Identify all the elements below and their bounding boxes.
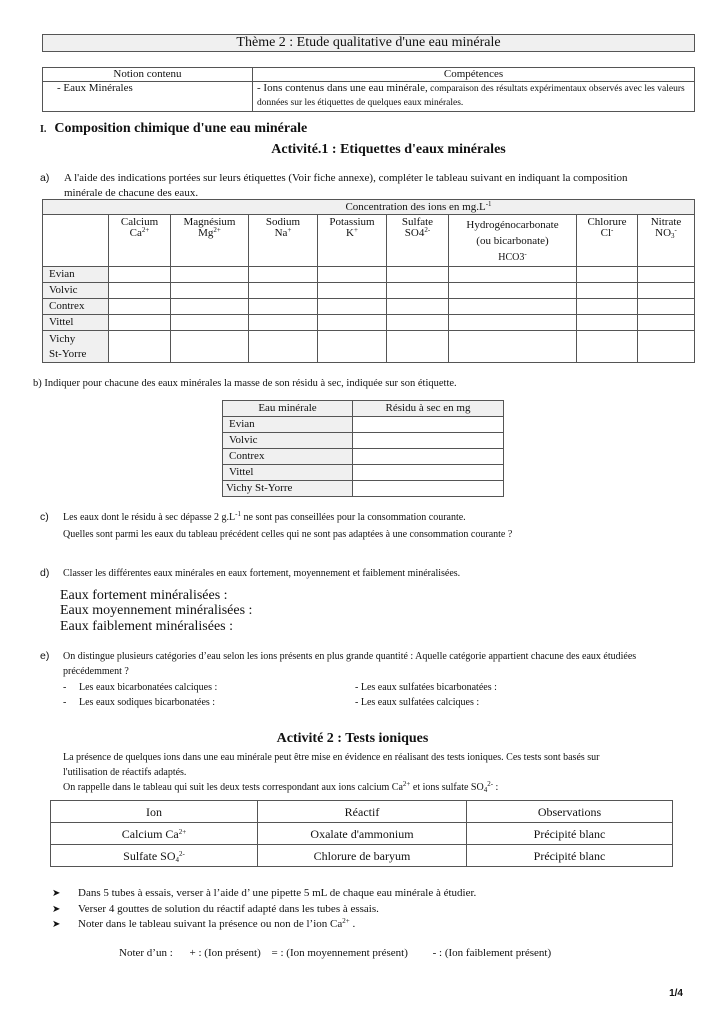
input-cell[interactable]: [109, 283, 171, 299]
table-row: [223, 417, 504, 433]
type-item: - Les eaux sulfatées bicarbonatées :: [355, 682, 497, 693]
ion-header: Potassium K+: [318, 215, 387, 267]
activity2-title: Activité 2 : Tests ioniques: [276, 731, 429, 746]
water-name: Evian: [43, 267, 109, 283]
section-number: I.: [40, 124, 47, 135]
water-name: Vittel: [223, 465, 353, 481]
table-row: [51, 823, 673, 845]
question-e-text: On distingue plusieurs catégories d’eau selon les ions présents en plus grande quantité : Aquelle catégorie appartient chacune des eaux étudiées précédemment ?: [63, 651, 637, 677]
input-cell[interactable]: [318, 283, 387, 299]
water-name: Evian: [223, 417, 353, 433]
question-b-text: b) Indiquer pour chacune des eaux minérales la masse de son résidu à sec, indiquée sur son étiquette.: [33, 378, 457, 389]
water-name: Volvic: [43, 283, 109, 299]
header-ion: Ion: [51, 801, 258, 823]
input-cell[interactable]: [249, 267, 318, 283]
input-cell[interactable]: [109, 299, 171, 315]
input-cell[interactable]: [353, 433, 504, 449]
input-cell[interactable]: [449, 331, 577, 363]
arrow-bullet-icon: ➤: [52, 919, 61, 930]
input-cell[interactable]: [171, 267, 249, 283]
notion-competences-table: [42, 67, 695, 112]
input-cell[interactable]: [638, 283, 695, 299]
input-cell[interactable]: [387, 283, 449, 299]
input-cell[interactable]: [171, 299, 249, 315]
ion-header: Chlorure Cl-: [577, 215, 638, 267]
category-medium: Eaux moyennement minéralisées :: [60, 603, 253, 618]
notion-value: - Eaux Minérales: [43, 82, 253, 112]
step-item: ➤ Noter dans le tableau suivant la présence ou non de l’ion $Ca^{2+}$ .: [52, 917, 356, 930]
input-cell[interactable]: [577, 331, 638, 363]
ion-header: Nitrate $NO_3^-$: [638, 215, 695, 267]
legend-item: - : (Ion faiblement présent): [432, 947, 552, 959]
ion-header: Magnésium $Mg^{2+}$: [171, 215, 249, 267]
question-a-label: a): [40, 172, 50, 184]
input-cell[interactable]: [577, 299, 638, 315]
input-cell[interactable]: [318, 331, 387, 363]
input-cell[interactable]: [109, 267, 171, 283]
type-item: - Les eaux sodiques bicarbonatées :: [63, 697, 216, 708]
input-cell[interactable]: [638, 331, 695, 363]
header-reactif: Réactif: [258, 801, 467, 823]
water-name: Vittel: [43, 315, 109, 331]
table-row: [43, 331, 695, 363]
step-item: ➤ Dans 5 tubes à essais, verser à l’aide d’ une pipette 5 mL de chaque eau minérale à étudier.: [52, 887, 477, 899]
input-cell[interactable]: [353, 465, 504, 481]
section-title: Composition chimique d'une eau minérale: [54, 121, 308, 136]
table-row: [43, 283, 695, 299]
input-cell[interactable]: [318, 299, 387, 315]
header-competences: Compétences: [253, 68, 695, 82]
input-cell[interactable]: [577, 283, 638, 299]
input-cell[interactable]: [449, 283, 577, 299]
competence-main: - Ions contenus dans une eau minérale,: [257, 82, 428, 94]
page-title: Thème 2 : Etude qualitative d'une eau minérale: [42, 34, 695, 52]
ion-header: Calcium $Ca^{2+}$: [109, 215, 171, 267]
type-item: - Les eaux sulfatées calciques :: [355, 697, 480, 708]
competence-detail: comparaison des résultats expérimentaux observés avec les valeurs données sur les étiquettes de quelques eaux minérales.: [257, 84, 685, 108]
tests-table: [50, 800, 673, 867]
table-row: [43, 299, 695, 315]
step-item: ➤ Verser 4 gouttes de solution du réactif adapté dans les tubes à essais.: [52, 903, 379, 915]
question-d-label: d): [40, 567, 50, 579]
header-residu: Résidu à sec en mg: [353, 401, 504, 417]
header-observations: Observations: [467, 801, 673, 823]
water-name: Volvic: [223, 433, 353, 449]
empty-corner-cell: [43, 215, 109, 267]
table-row: [43, 267, 695, 283]
category-weak: Eaux faiblement minéralisées :: [60, 619, 233, 634]
question-c-label: c): [40, 511, 49, 523]
input-cell[interactable]: [449, 299, 577, 315]
legend-item: + : (Ion présent): [189, 947, 261, 959]
input-cell[interactable]: [353, 449, 504, 465]
table-row: [223, 465, 504, 481]
arrow-bullet-icon: ➤: [52, 904, 61, 915]
arrow-bullet-icon: ➤: [52, 888, 61, 899]
question-e-label: e): [40, 650, 50, 662]
observation-cell: Précipité blanc: [467, 845, 673, 867]
ion-cell: Calcium $Ca^{2+}$: [51, 823, 258, 845]
input-cell[interactable]: [109, 331, 171, 363]
section-heading: [40, 121, 307, 137]
table-row: [43, 315, 695, 331]
input-cell[interactable]: [109, 315, 171, 331]
question-c-line2: Quelles sont parmi les eaux du tableau précédent celles qui ne sont pas adaptées à une consommation courante ?: [63, 529, 513, 540]
input-cell[interactable]: [249, 315, 318, 331]
page-number: 1/4: [669, 988, 683, 999]
reagent-cell: Chlorure de baryum: [258, 845, 467, 867]
question-c-line1: Les eaux dont le résidu à sec dépasse 2 $g.L^{-1}$ ne sont pas conseillées pour la consommation courante.: [63, 510, 466, 523]
header-notion: Notion contenu: [43, 68, 253, 82]
input-cell[interactable]: [577, 267, 638, 283]
table-row: [223, 433, 504, 449]
type-item: - Les eaux bicarbonatées calciques :: [63, 682, 218, 693]
residu-table: [222, 400, 504, 497]
input-cell[interactable]: [387, 299, 449, 315]
input-cell[interactable]: [577, 315, 638, 331]
question-a-text: A l'aide des indications portées sur leurs étiquettes (Voir fiche annexe), compléter le tableau suivant en indiquant la composition minérale de chacune des eaux.: [64, 172, 628, 199]
input-cell[interactable]: [387, 315, 449, 331]
input-cell[interactable]: [353, 481, 504, 497]
concentration-header: Concentration des ions en $mg.L^{-1}$: [43, 200, 695, 215]
table-row: [223, 449, 504, 465]
activity2-intro: La présence de quelques ions dans une eau minérale peut être mise en évidence en réalisant des tests ioniques. Ces tests sont basés sur l'utilisation de réactifs adaptés.: [63, 752, 600, 778]
ion-header: Hydrogénocarbonate (ou bicarbonate) HCO3-: [449, 215, 577, 267]
input-cell[interactable]: [249, 331, 318, 363]
observation-cell: Précipité blanc: [467, 823, 673, 845]
input-cell[interactable]: [171, 283, 249, 299]
input-cell[interactable]: [318, 315, 387, 331]
input-cell[interactable]: [387, 331, 449, 363]
input-cell[interactable]: [387, 267, 449, 283]
legend-item: = : (Ion moyennement présent): [271, 947, 408, 959]
input-cell[interactable]: [353, 417, 504, 433]
category-strong: Eaux fortement minéralisées :: [60, 588, 228, 603]
input-cell[interactable]: [449, 315, 577, 331]
water-name: Vichy St-Yorre: [223, 481, 353, 497]
table-row: [223, 481, 504, 497]
composition-table: [42, 199, 695, 363]
legend-label: Noter d’un :: [119, 947, 173, 959]
input-cell[interactable]: [318, 267, 387, 283]
water-name: Vichy St-Yorre: [43, 331, 109, 363]
ion-header: Sodium Na+: [249, 215, 318, 267]
input-cell[interactable]: [638, 315, 695, 331]
water-name: Contrex: [43, 299, 109, 315]
input-cell[interactable]: [638, 299, 695, 315]
activity1-title: Activité.1 : Etiquettes d'eaux minérales: [271, 142, 506, 157]
table-row: [51, 845, 673, 867]
input-cell[interactable]: [249, 299, 318, 315]
input-cell[interactable]: [449, 267, 577, 283]
water-name: Contrex: [223, 449, 353, 465]
notation-legend: [119, 946, 551, 961]
header-eau: Eau minérale: [223, 401, 353, 417]
input-cell[interactable]: [638, 267, 695, 283]
activity2-recall: On rappelle dans le tableau qui suit les deux tests correspondant aux ions calcium $Ca^{2+}$ et ions sulfate $SO_4^{2-}$ :: [63, 780, 499, 794]
question-d-text: Classer les différentes eaux minérales en eaux fortement, moyennement et faiblement minéralisées.: [63, 568, 461, 579]
input-cell[interactable]: [249, 283, 318, 299]
input-cell[interactable]: [171, 315, 249, 331]
reagent-cell: Oxalate d'ammonium: [258, 823, 467, 845]
input-cell[interactable]: [171, 331, 249, 363]
ion-cell: Sulfate $SO_4^{2-}$: [51, 845, 258, 867]
ion-header: Sulfate $SO4^{2-}$: [387, 215, 449, 267]
competence-value: [253, 82, 695, 112]
